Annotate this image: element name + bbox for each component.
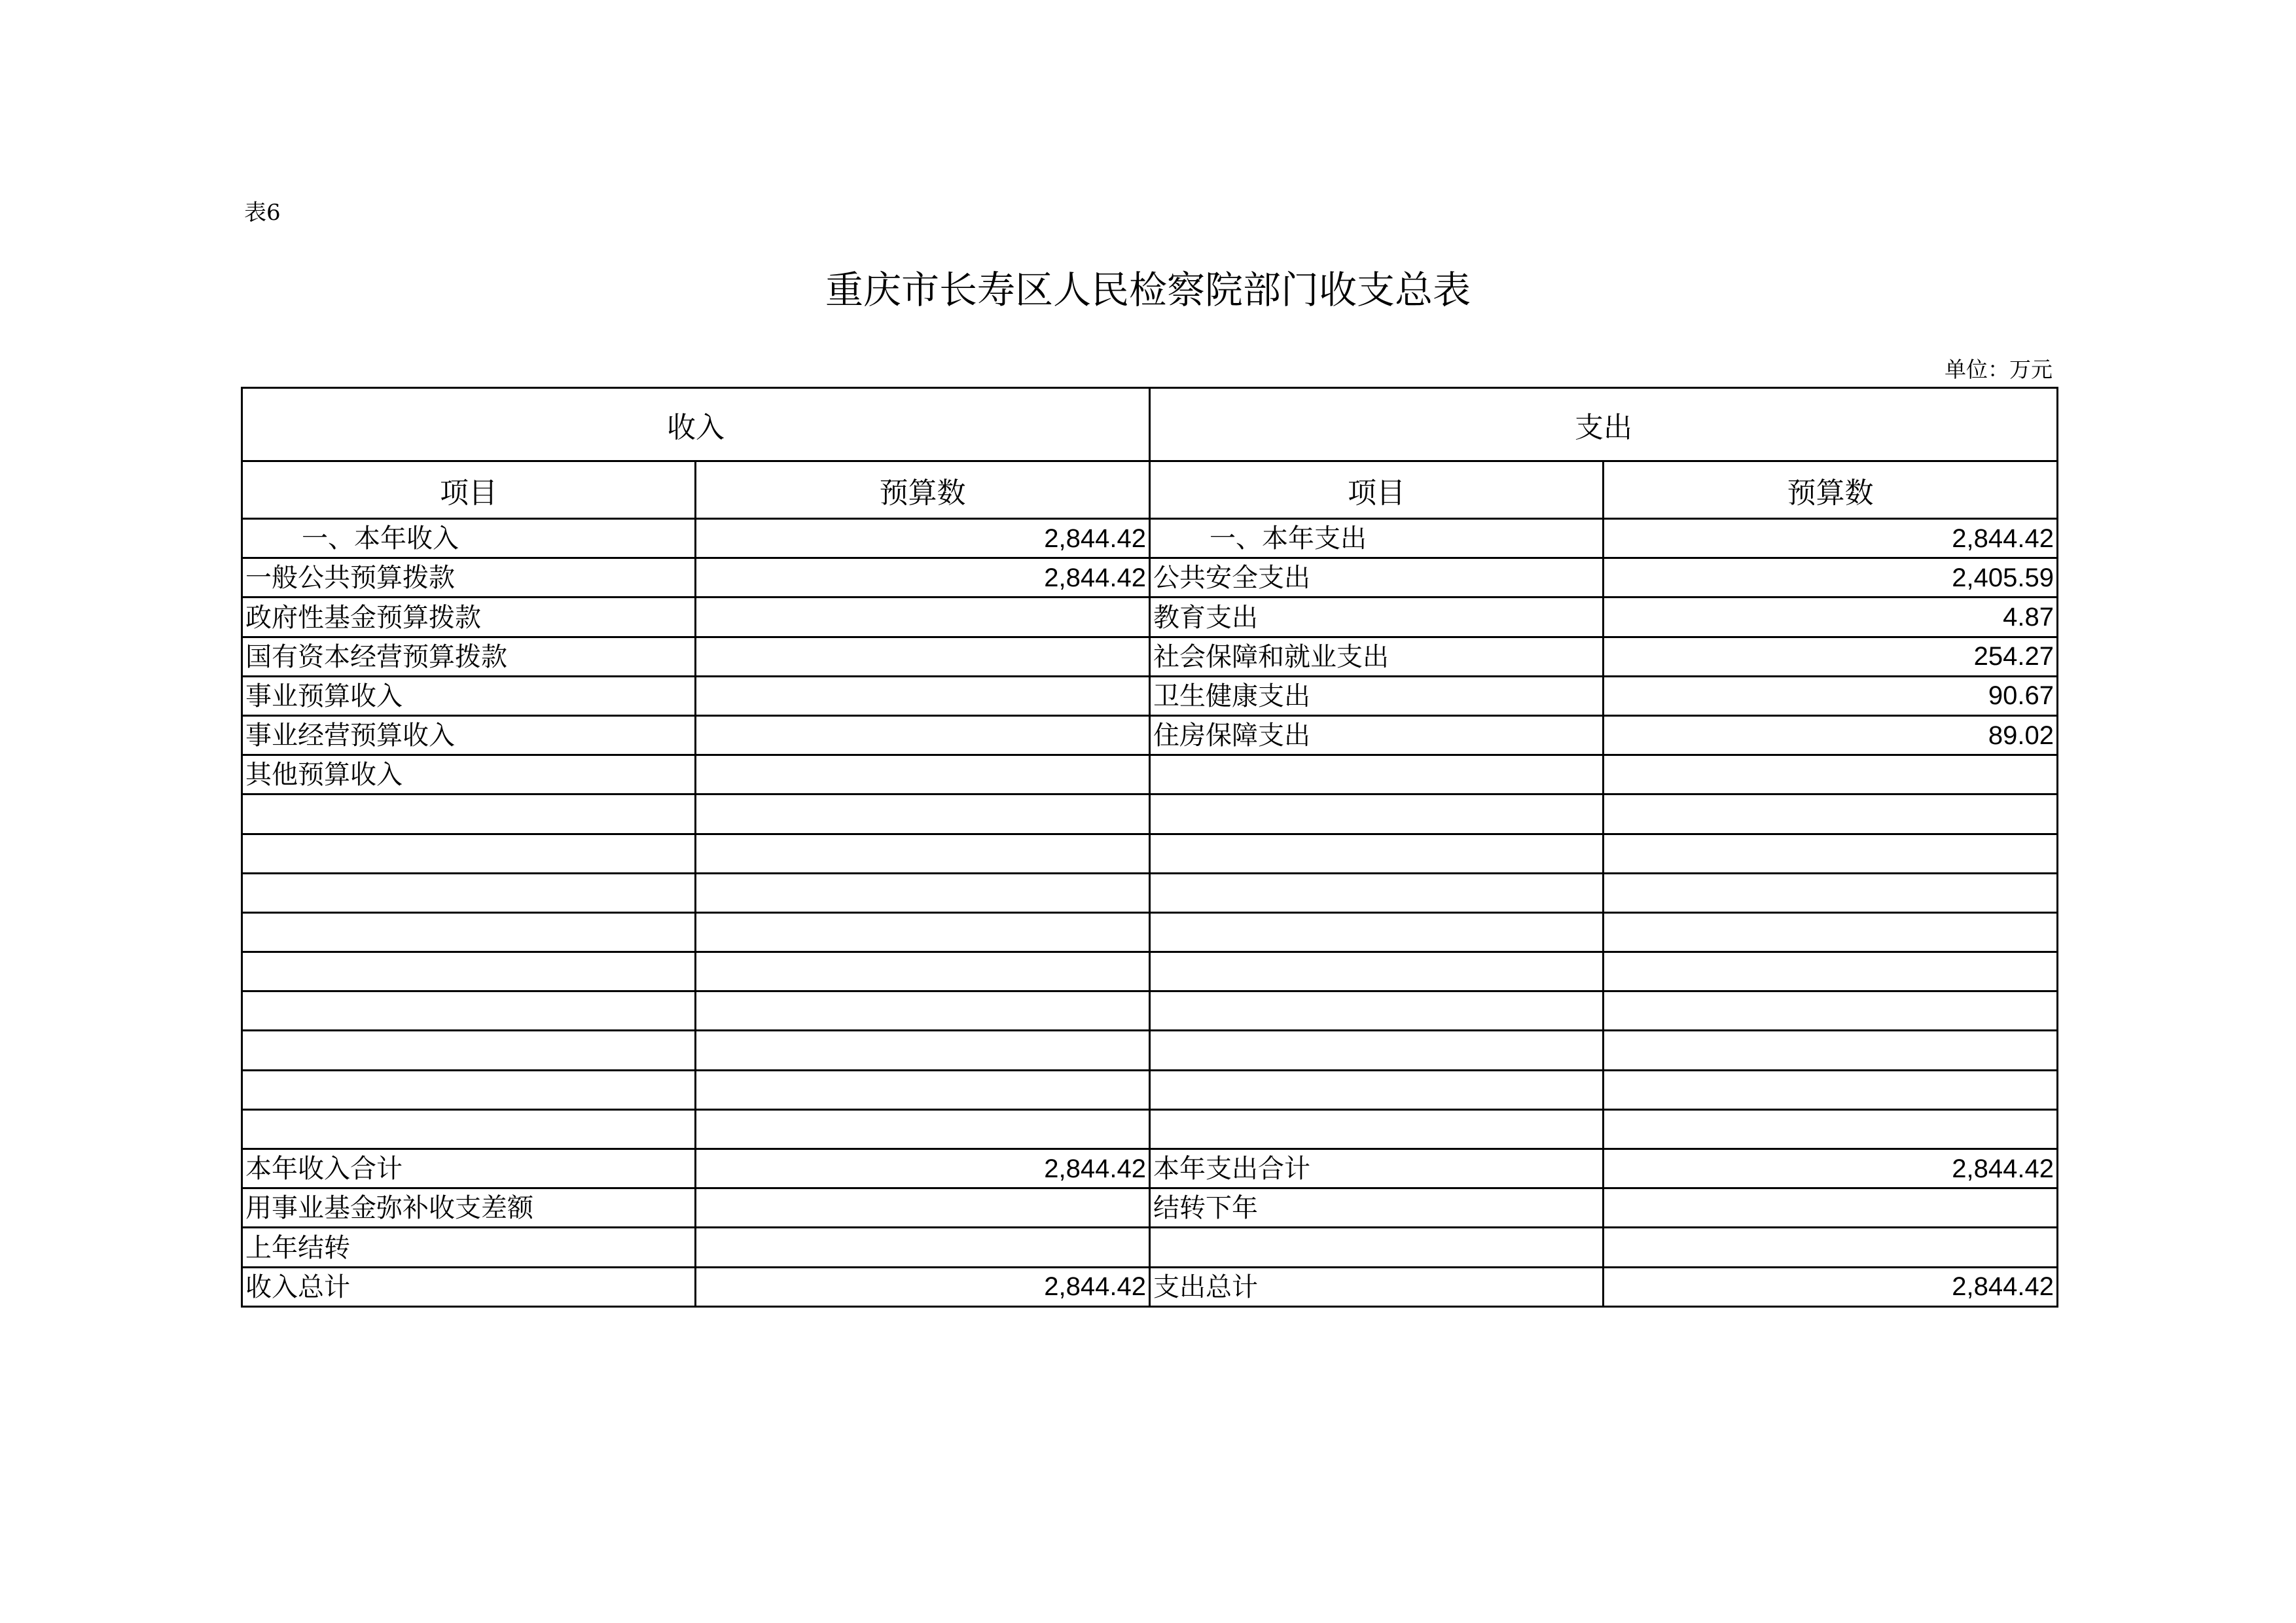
- income-value-cell: [696, 676, 1150, 715]
- income-value-cell: [696, 1031, 1150, 1070]
- income-value-cell: [696, 1228, 1150, 1267]
- income-item-column-header: 项目: [242, 461, 696, 519]
- table-row: [242, 1070, 2058, 1109]
- income-value-cell: [696, 637, 1150, 676]
- table-number-label: 表6: [244, 200, 281, 226]
- expense-item-cell: [1150, 1031, 1604, 1070]
- expense-item-cell: 住房保障支出: [1150, 715, 1604, 755]
- expense-value-cell: 2,844.42: [1604, 1267, 2058, 1306]
- income-item-cell: [242, 1031, 696, 1070]
- expense-item-cell: [1150, 912, 1604, 952]
- expense-value-cell: [1604, 1031, 2058, 1070]
- table-row: [242, 952, 2058, 991]
- expense-item-cell: [1150, 1109, 1604, 1149]
- income-value-cell: [696, 1109, 1150, 1149]
- expense-value-cell: [1604, 794, 2058, 834]
- income-value-cell: [696, 755, 1150, 794]
- income-item-cell: [242, 912, 696, 952]
- income-section-header: 收入: [242, 388, 1150, 461]
- expense-value-cell: [1604, 873, 2058, 912]
- income-value-cell: 2,844.42: [696, 1267, 1150, 1306]
- expense-section-header: 支出: [1150, 388, 2058, 461]
- income-item-cell: 用事业基金弥补收支差额: [242, 1188, 696, 1228]
- income-item-cell: [242, 991, 696, 1031]
- income-item-cell: 本年收入合计: [242, 1149, 696, 1188]
- income-item-cell: 其他预算收入: [242, 755, 696, 794]
- income-value-cell: [696, 912, 1150, 952]
- expense-value-cell: [1604, 912, 2058, 952]
- table-row: [242, 1149, 2058, 1188]
- income-item-cell: [242, 834, 696, 873]
- income-item-cell: [242, 1109, 696, 1149]
- table-row: [242, 991, 2058, 1031]
- income-item-cell: 上年结转: [242, 1228, 696, 1267]
- expense-value-cell: [1604, 755, 2058, 794]
- expense-value-cell: [1604, 991, 2058, 1031]
- budget-table: [241, 387, 2058, 1308]
- expense-item-cell: [1150, 1070, 1604, 1109]
- table-row: [242, 1228, 2058, 1267]
- table-row: [242, 912, 2058, 952]
- table-row: [242, 873, 2058, 912]
- income-item-cell: [242, 794, 696, 834]
- income-budget-column-header: 预算数: [696, 461, 1150, 519]
- income-item-cell: 事业预算收入: [242, 676, 696, 715]
- income-value-cell: 2,844.42: [696, 558, 1150, 597]
- expense-item-cell: 社会保障和就业支出: [1150, 637, 1604, 676]
- column-header-row: [242, 461, 2058, 519]
- expense-value-cell: 4.87: [1604, 597, 2058, 637]
- expense-value-cell: [1604, 1109, 2058, 1149]
- income-value-cell: [696, 1070, 1150, 1109]
- expense-value-cell: 89.02: [1604, 715, 2058, 755]
- expense-value-cell: [1604, 1228, 2058, 1267]
- expense-value-cell: 90.67: [1604, 676, 2058, 715]
- income-value-cell: [696, 834, 1150, 873]
- table-row: [242, 558, 2058, 597]
- table-row: [242, 1188, 2058, 1228]
- expense-item-cell: [1150, 794, 1604, 834]
- page-title: 重庆市长寿区人民检察院部门收支总表: [825, 268, 1471, 312]
- expense-item-cell: [1150, 952, 1604, 991]
- income-item-cell: 收入总计: [242, 1267, 696, 1306]
- income-item-cell: 国有资本经营预算拨款: [242, 637, 696, 676]
- expense-value-cell: 2,844.42: [1604, 1149, 2058, 1188]
- expense-value-cell: 2,405.59: [1604, 558, 2058, 597]
- table-row: [242, 676, 2058, 715]
- income-value-cell: 2,844.42: [696, 1149, 1150, 1188]
- income-value-cell: [696, 873, 1150, 912]
- expense-item-cell: 公共安全支出: [1150, 558, 1604, 597]
- income-item-cell: [242, 1070, 696, 1109]
- income-item-cell: [242, 952, 696, 991]
- unit-label: 单位：万元: [1945, 357, 2053, 382]
- expense-item-column-header: 项目: [1150, 461, 1604, 519]
- expense-item-cell: [1150, 834, 1604, 873]
- expense-item-cell: [1150, 1228, 1604, 1267]
- income-item-cell: 事业经营预算收入: [242, 715, 696, 755]
- expense-item-cell: 卫生健康支出: [1150, 676, 1604, 715]
- income-value-cell: [696, 952, 1150, 991]
- expense-item-cell: 一、本年支出: [1150, 519, 1604, 558]
- income-value-cell: [696, 715, 1150, 755]
- income-value-cell: [696, 597, 1150, 637]
- section-header-row: [242, 388, 2058, 461]
- expense-budget-column-header: 预算数: [1604, 461, 2058, 519]
- table-row: [242, 794, 2058, 834]
- income-item-cell: 政府性基金预算拨款: [242, 597, 696, 637]
- table-row: [242, 1267, 2058, 1306]
- income-value-cell: [696, 1188, 1150, 1228]
- table-row: [242, 597, 2058, 637]
- expense-item-cell: [1150, 755, 1604, 794]
- table-row: [242, 715, 2058, 755]
- expense-item-cell: 本年支出合计: [1150, 1149, 1604, 1188]
- income-value-cell: [696, 794, 1150, 834]
- expense-value-cell: [1604, 952, 2058, 991]
- table-row: [242, 834, 2058, 873]
- expense-value-cell: 254.27: [1604, 637, 2058, 676]
- table-row: [242, 1031, 2058, 1070]
- expense-item-cell: 结转下年: [1150, 1188, 1604, 1228]
- income-item-cell: 一、本年收入: [242, 519, 696, 558]
- income-value-cell: 2,844.42: [696, 519, 1150, 558]
- expense-item-cell: [1150, 873, 1604, 912]
- expense-item-cell: [1150, 991, 1604, 1031]
- expense-value-cell: [1604, 1188, 2058, 1228]
- expense-value-cell: [1604, 1070, 2058, 1109]
- expense-item-cell: 教育支出: [1150, 597, 1604, 637]
- expense-value-cell: 2,844.42: [1604, 519, 2058, 558]
- expense-value-cell: [1604, 834, 2058, 873]
- table-row: [242, 755, 2058, 794]
- budget-table-body: [242, 388, 2058, 1307]
- expense-item-cell: 支出总计: [1150, 1267, 1604, 1306]
- income-item-cell: [242, 873, 696, 912]
- table-row: [242, 1109, 2058, 1149]
- table-row: [242, 637, 2058, 676]
- income-item-cell: 一般公共预算拨款: [242, 558, 696, 597]
- income-value-cell: [696, 991, 1150, 1031]
- table-row: [242, 519, 2058, 558]
